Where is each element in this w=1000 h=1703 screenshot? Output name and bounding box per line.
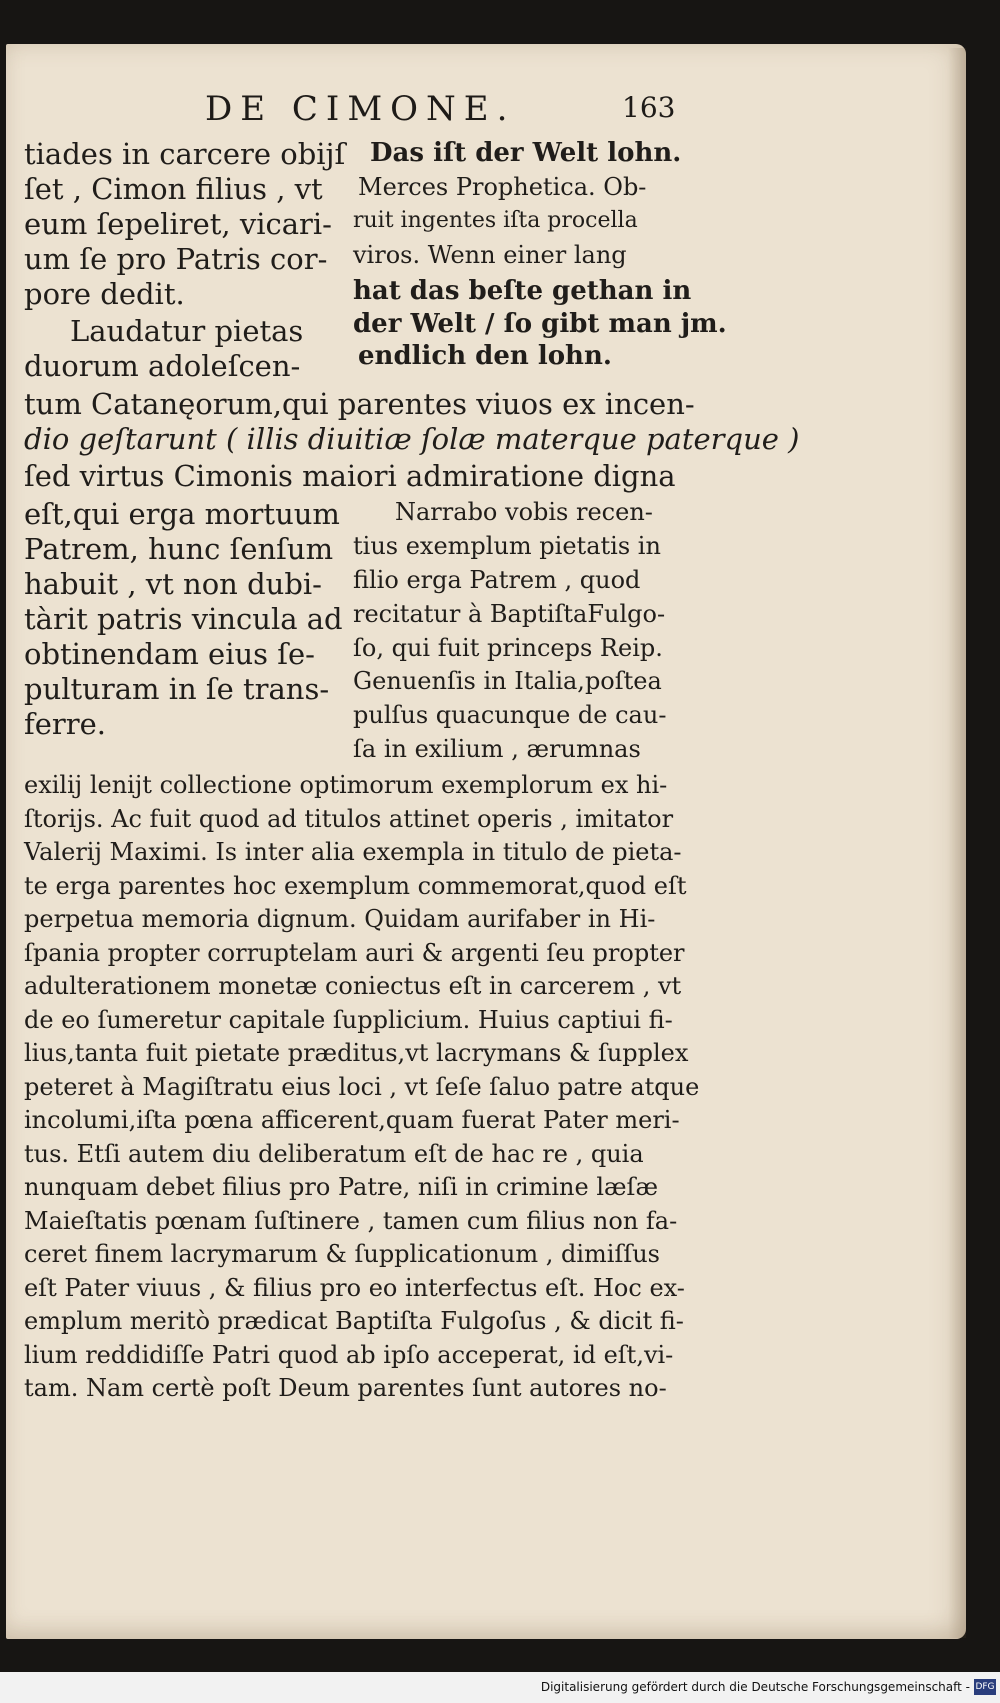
left-col2-line-6: pulturam in ſe trans- (24, 672, 330, 706)
full-2-line-18: lium reddidiſſe Patri quod ab ipſo acceperat, id eſt,vi- (24, 1341, 674, 1369)
full-2-line-11: incolumi,iſta pœna afficerent,quam fuerat Pater meri- (24, 1106, 680, 1134)
left-col1-line-5: pore dedit. (24, 277, 185, 311)
right-col2-line-6: Genuenſis in Italia,poſtea (353, 667, 662, 695)
digitization-credit: Digitalisierung gefördert durch die Deutsche Forschungsgemeinschaft - (540, 1680, 970, 1694)
full-2-line-7: adulterationem monetæ coniectus eſt in carcerem , vt (24, 972, 682, 1000)
left-col2-line-3: habuit , vt non dubi- (24, 567, 322, 601)
right-col2-line-3: filio erga Patrem , quod (353, 566, 641, 594)
dfg-logo-icon: DFG (974, 1679, 996, 1695)
full-2-line-8: de eo ſumeretur capitale ſupplicium. Huius captiui fi- (24, 1006, 673, 1034)
full-2-line-10: peteret à Magiſtratu eius loci , vt ſeſe ſaluo patre atque (24, 1073, 700, 1101)
full-2-line-14: Maieſtatis pœnam ſuſtinere , tamen cum filius non fa- (24, 1207, 678, 1235)
left-col2-line-2: Patrem, hunc ſenſum (24, 532, 334, 566)
full-1-line-1: tum Catanęorum,qui parentes viuos ex incen- (24, 387, 695, 421)
full-2-line-15: ceret finem lacrymarum & ſupplicationum , dimiſſus (24, 1240, 660, 1268)
full-1-line-3: ſed virtus Cimonis maiori admiratione digna (24, 459, 676, 493)
page-edge-shadow (948, 48, 966, 1638)
left-col1-line-6: Laudatur pietas (70, 314, 304, 348)
left-col2-line-5: obtinendam eius ſe- (24, 637, 315, 671)
running-head: DE CIMONE. (205, 89, 516, 129)
right-col2-line-8: ſa in exilium , ærumnas (353, 735, 641, 763)
full-2-line-3: Valerij Maximi. Is inter alia exempla in titulo de pieta- (24, 838, 682, 866)
right-col1-line-5: hat das beſte gethan in (353, 276, 692, 306)
right-col2-line-2: tius exemplum pietatis in (353, 532, 661, 560)
full-2-line-6: ſpania propter corruptelam auri & argenti ſeu propter (24, 939, 685, 967)
full-1-line-2: dio geſtarunt ( illis diuitiæ ſolæ materque paterque ) (24, 422, 800, 456)
left-col1-line-4: um ſe pro Patris cor- (24, 242, 328, 276)
right-col1-line-3: ruit ingentes iſta procella (353, 208, 638, 233)
full-2-line-17: emplum meritò prædicat Baptiſta Fulgoſus , & dicit fi- (24, 1307, 684, 1335)
full-2-line-19: tam. Nam certè poſt Deum parentes ſunt autores no- (24, 1374, 667, 1402)
full-2-line-2: ſtorijs. Ac fuit quod ad titulos attinet operis , imitator (24, 805, 674, 833)
left-col1-line-3: eum ſepeliret, vicari- (24, 207, 332, 241)
full-2-line-4: te erga parentes hoc exemplum commemorat,quod eſt (24, 872, 687, 900)
left-col2-line-1: eſt,qui erga mortuum (24, 497, 340, 531)
left-col1-line-1: tiades in carcere obijſ (24, 137, 346, 171)
right-col1-line-6: der Welt / ſo gibt man jm. (353, 309, 727, 339)
full-2-line-5: perpetua memoria dignum. Quidam aurifaber in Hi- (24, 905, 656, 933)
page-number: 163 (622, 91, 676, 124)
left-col1-line-7: duorum adoleſcen- (24, 349, 301, 383)
left-col2-line-4: tàrit patris vincula ad (24, 602, 343, 636)
right-col1-line-2: Merces Prophetica. Ob- (358, 173, 647, 201)
left-col2-line-7: ferre. (24, 707, 107, 741)
full-2-line-12: tus. Etſi autem diu deliberatum eſt de hac re , quia (24, 1140, 644, 1168)
right-col2-line-1: Narrabo vobis recen- (395, 498, 653, 526)
left-col1-line-2: ſet , Cimon filius , vt (24, 172, 323, 206)
full-2-line-9: lius,tanta fuit pietate præditus,vt lacrymans & ſupplex (24, 1039, 689, 1067)
full-2-line-13: nunquam debet filius pro Patre, niſi in crimine læſæ (24, 1173, 658, 1201)
full-2-line-16: eſt Pater viuus , & filius pro eo interfectus eſt. Hoc ex- (24, 1274, 685, 1302)
right-col1-line-7: endlich den lohn. (358, 341, 612, 371)
right-col1-line-1: Das iſt der Welt lohn. (370, 138, 682, 168)
full-2-line-1: exilij lenijt collectione optimorum exemplorum ex hi- (24, 771, 668, 799)
right-col2-line-5: ſo, qui fuit princeps Reip. (353, 634, 663, 662)
right-col2-line-7: pulſus quacunque de cau- (353, 701, 667, 729)
right-col1-line-4: viros. Wenn einer lang (353, 241, 627, 269)
footer-bar (0, 1672, 1000, 1703)
right-col2-line-4: recitatur à BaptiſtaFulgo- (353, 600, 666, 628)
